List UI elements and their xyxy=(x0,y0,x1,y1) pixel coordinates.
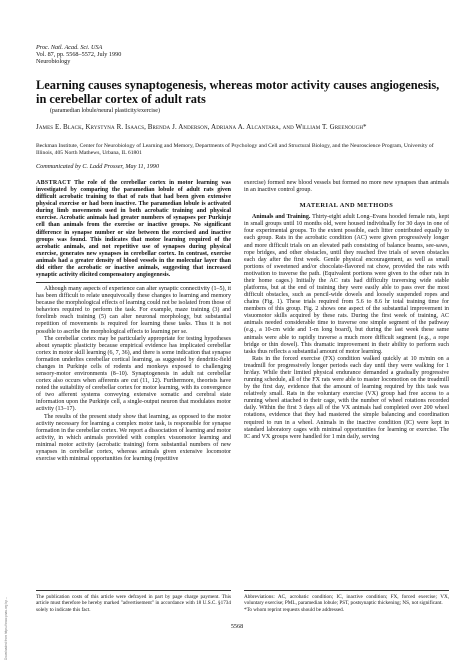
body-paragraph-continued: exercise) formed new blood vessels but formed no more new synapses than animals in an inactive control group. xyxy=(244,180,449,194)
body-paragraph: Although many aspects of experience can alter synaptic connectivity (1–5), it has been difficult to relate unequivocally these changes to learning and memory because the morphological effects of learning could not be isolated from those of behaviors required to perform the task. For example, maze training (3) and forelimb reach training (5) can alter neuronal morphology, but substantial repetition of movements is required for learning these tasks. Thus it is not possible to ascribe the morphological effects to learning per se. xyxy=(36,286,231,335)
abstract-divider xyxy=(36,282,231,283)
footnote-rule xyxy=(244,590,449,591)
abstract xyxy=(36,180,231,279)
communicated-by: Communicated by C. Ladd Prosser, May 11, 1990 xyxy=(36,163,160,170)
body-paragraph: The results of the present study show that learning, as opposed to the motor activity necessary for learning a complex motor task, is responsible for synapse formation in the cerebellar cortex. We report a dissociation of learning and motor activity, in which animals provided with complex visuomotor learning and minimal motor activity (acrobatic training) form substantial numbers of new synapses in cerebellar cortex, whereas animals given extensive locomotor exercise with minimal opportunities for learning (repetitive xyxy=(36,413,231,462)
reprint-note: *To whom reprint requests should be addressed. xyxy=(244,606,345,613)
methods-paragraph xyxy=(244,214,449,356)
runin-heading: Animals and Training. xyxy=(252,214,311,221)
keywords: (paramedian lobule/neural plasticity/exercise) xyxy=(50,108,160,114)
section-heading: MATERIAL AND METHODS xyxy=(299,202,394,210)
abstract-label: ABSTRACT xyxy=(36,180,72,186)
methods-paragraph: Rats in the forced exercise (FX) condition walked quickly at 10 m/min on a treadmill for progressively longer periods each day until they were walking for 1 hr/day. While their limited physical endurance demanded a gradually progressive running schedule, all of the FX rats were able to master locomotion on the treadmill by the first day, evidence that the amount of learning required by this task was relatively small. Rats in the voluntary exercise (VX) group had free access to a running wheel attached to their cage, with the number of wheel rotations recorded daily. Within the first 3 days all of the VX animals had completed over 200 wheel rotations, evidence that they had mastered the simple balancing and coordination required to run in a wheel. Animals in the inactive condition (IC) were kept in standard laboratory cages with minimal opportunities for learning or exercise. The IC and VX groups were handled for 1 min daily, serving xyxy=(244,355,449,440)
body-paragraph: The cerebellar cortex may be particularly appropriate for testing hypotheses about synaptic plasticity because empirical evidence has implicated cerebellar cortex in motor skill learning (6, 7, 36), and there is some indication that synapse formation underlies cerebellar cortical learning, as suggested by dendritic-field changes in Purkinje cells of rodents and monkeys exposed to challenging sensory-motor environments (8–10). Synaptogenesis in adult rat cerebellar cortex also occurs when afferents are cut (11, 12). Furthermore, theorists have noted the suitability of cerebellar cortex for motor learning, with its convergence of two afferent systems conveying extensive somatic and cerebral state information upon the Purkinje cell, a single-output neuron that modulates motor activity (13–17). xyxy=(36,335,231,413)
author-list: James E. Black, Krystyna R. Isaacs, Brenda J. Anderson, Adriana A. Alcantara, and William T. Greenough* xyxy=(36,123,367,131)
footnote-publication: The publication costs of this article were defrayed in part by page charge payment. This article must therefore be hereby marked "advertisement" in accordance with 18 U.S.C. §1734 solely to indicate this fact. xyxy=(36,594,231,613)
paper-title: Learning causes synaptogenesis, whereas motor activity causes angiogenesis, in cerebellar cortex of adult rats xyxy=(36,78,440,106)
journal-volume: Vol. 87, pp. 5568–5572, July 1990 xyxy=(36,51,122,59)
footnote-rule xyxy=(36,590,231,591)
download-stamp-text: Downloaded from https://www.pnas.org by ... xyxy=(4,596,8,660)
journal-section: Neurobiology xyxy=(36,58,71,66)
affiliation: Beckman Institute, Center for Neurobiology of Learning and Memory, Departments of Psychology and Cell and Structural Biology, and the Neuroscience Program, University of Illinois, 405 North Mathews, Urbana, IL 61801 xyxy=(36,143,434,156)
left-column xyxy=(36,180,231,463)
methods-text: Thirty-eight adult Long–Evans hooded female rats, kept in small groups until 10 months old, were housed individually for 30 days in one of four experimental groups. To the extent possible, each litter contributed equally to each group. Rats in the acrobatic condition (AC) were given progressively longer and more difficult trials on an elevated path consisting of balance beams, see-saws, rope bridges, and other obstacles, until they reached five trials of seven obstacles each day after the first week. Gentle physical encouragement, as well as small portions of sweetened and/or chocolate-flavored rat chow, provided the rats with motivation to traverse the path. (Equivalent portions were given to the other rats in their home cages.) Initially the AC rats had difficulty traversing wide stable platforms, but at the end of training they were easily able to pass over the most difficult obstacles, such as pencil-wide dowels and loosely suspended ropes and chains (Fig. 1). These trials required from 5.6 to 8.6 hr total training time for members of this group. Fig. 2 shows one aspect of the substantial improvement in visuomotor skills acquired by these rats. During the first week of training, AC animals needed considerable time to traverse one simple segment of the pathway (e.g., a 10-cm wide and 1-m long board), but during the last week these same animals were able to rapidly traverse a much more difficult segment (e.g., a rope bridge or thin dowel). This dramatic improvement in their ability to perform such tasks thus reflects a substantial amount of motor learning. xyxy=(244,214,449,355)
abbreviations-note: Abbreviations: AC, acrobatic condition; IC, inactive condition; FX, forced exercise; VX, voluntary exercise; PML, paramedian lobule; PST, postsynaptic thickening; NS, not significant. xyxy=(244,594,449,607)
right-column xyxy=(244,180,449,441)
page-number: 5568 xyxy=(230,623,244,630)
abstract-text: The role of the cerebellar cortex in motor learning was investigated by comparing the paramedian lobule of adult rats given difficult acrobatic training to that of rats that had been given extensive physical exercise or had been inactive. The paramedian lobule is activated during limb movements used in both acrobatic training and physical exercise. Acrobatic animals had greater numbers of synapses per Purkinje cell than animals from the exercise or inactive groups. No significant difference in synapse number or size between the exercised and inactive groups was found. This indicates that motor learning required of the acrobatic animals, and not repetitive use of synapses during physical exercise, generates new synapses in cerebellar cortex. In contrast, exercise animals had a greater density of blood vessels in the molecular layer than did either the acrobatic or inactive animals, suggesting that increased synaptic activity elicited compensatory angiogenesis. xyxy=(36,180,231,279)
journal-header xyxy=(36,44,121,66)
download-stamp xyxy=(4,594,12,664)
footnote-abbreviations xyxy=(244,594,449,613)
journal-name: Proc. Natl. Acad. Sci. USA xyxy=(36,44,103,51)
